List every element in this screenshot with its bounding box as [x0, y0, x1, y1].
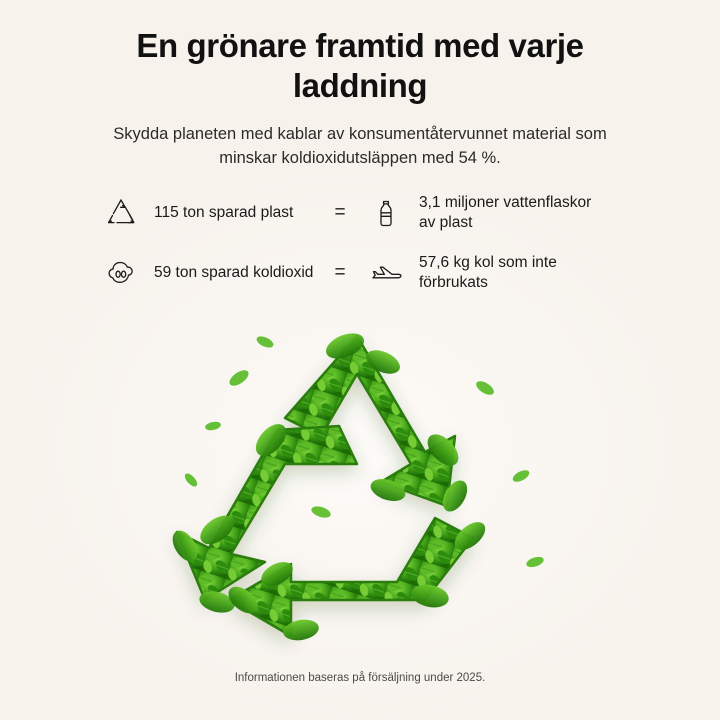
page-title: En grönare framtid med varje laddning [136, 27, 584, 104]
stat-equals: = [334, 202, 346, 224]
stat-equivalent [365, 252, 595, 294]
recycle-icon [100, 192, 142, 234]
stat-primary [100, 192, 315, 234]
stat-row [100, 192, 620, 234]
stat-primary [100, 252, 315, 294]
stat-row [100, 252, 620, 294]
stat-equivalent-label: 57,6 kg kol som inte förbrukats [419, 254, 557, 292]
footnote: Informationen baseras på försäljning under 2025. [234, 672, 486, 684]
stat-primary-label: 115 ton sparad plast [154, 204, 294, 222]
leafy-recycling-symbol [125, 300, 595, 660]
stat-equals: = [334, 262, 346, 284]
water-bottle-icon [365, 192, 407, 234]
stat-equivalent [365, 192, 595, 234]
stat-primary-label: 59 ton sparad koldioxid [154, 264, 314, 282]
airplane-icon [365, 252, 407, 294]
co2-cloud-icon [100, 252, 142, 294]
stat-equivalent-label: 3,1 miljoner vattenflaskor av plast [419, 194, 592, 232]
page-subtitle: Skydda planeten med kablar av konsumentåtervunnet material som minskar koldioxidutsläppen med 54 %. [113, 125, 607, 167]
stats-list [100, 192, 620, 294]
